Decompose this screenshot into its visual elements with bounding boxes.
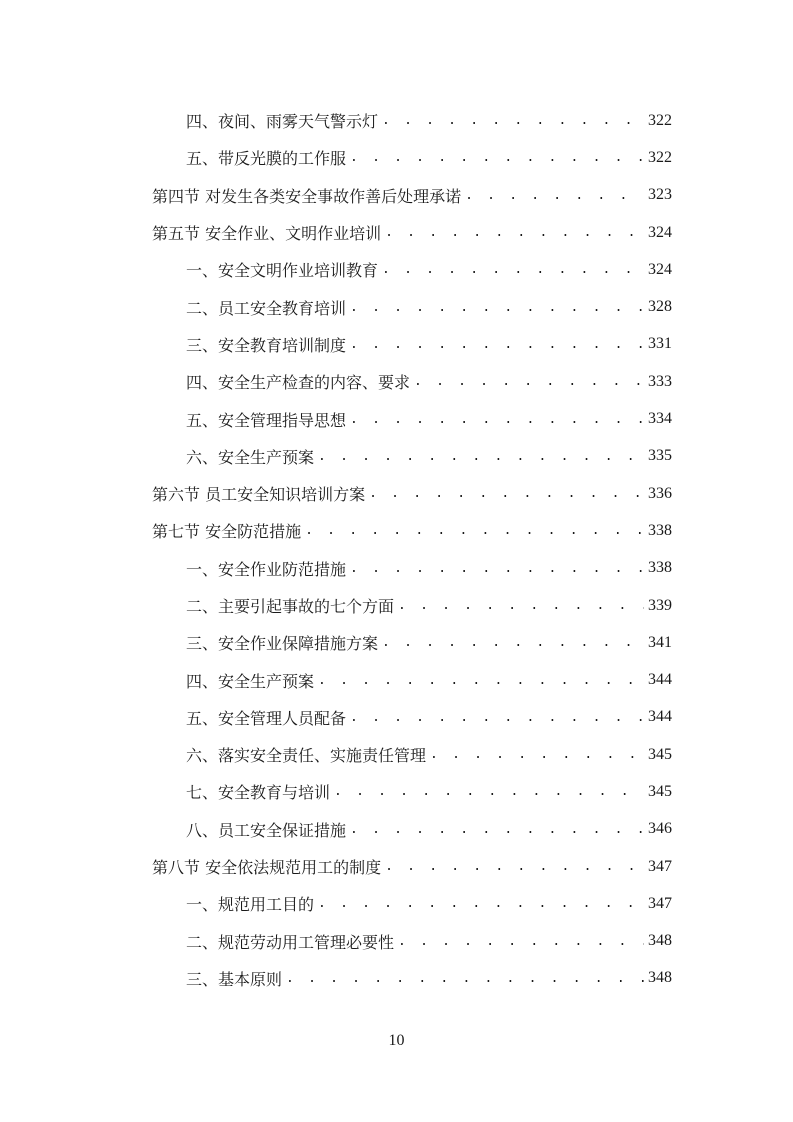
toc-entry[interactable]: [152, 624, 672, 661]
toc-entry-title: 第六节 员工安全知识培训方案: [152, 485, 366, 505]
toc-dot-leader: [346, 823, 644, 836]
toc-entry-page: 324: [648, 223, 672, 241]
toc-entry-page: 341: [648, 633, 672, 651]
toc-entry-page: 345: [648, 745, 672, 763]
toc-entry-page: 338: [648, 521, 672, 539]
toc-entry[interactable]: [152, 960, 672, 997]
toc-dot-leader: [346, 413, 644, 426]
toc-dot-leader: [346, 151, 644, 164]
toc-entry-title: 三、安全作业保障措施方案: [186, 634, 379, 654]
toc-entry-title: 二、员工安全教育培训: [186, 298, 347, 318]
toc-entry-page: 347: [648, 894, 672, 912]
toc-entry-title: 三、安全教育培训制度: [186, 335, 347, 355]
toc-entry-title: 一、规范用工目的: [186, 895, 315, 915]
toc-entry[interactable]: [152, 699, 672, 736]
toc-entry[interactable]: [152, 512, 672, 549]
toc-entry[interactable]: [152, 773, 672, 810]
toc-dot-leader: [346, 562, 644, 575]
toc-entry-page: 345: [648, 782, 672, 800]
toc-entry[interactable]: [152, 885, 672, 922]
toc-entry-title: 六、落实安全责任、实施责任管理: [186, 746, 427, 766]
toc-dot-leader: [394, 599, 644, 612]
toc-entry-title: 八、员工安全保证措施: [186, 820, 347, 840]
toc-dot-leader: [378, 636, 644, 649]
toc-dot-leader: [346, 711, 644, 724]
toc-entry-title: 五、带反光膜的工作服: [186, 149, 347, 169]
toc-entry[interactable]: [152, 400, 672, 437]
toc-entry[interactable]: [152, 923, 672, 960]
toc-dot-leader: [282, 972, 644, 985]
toc-entry[interactable]: [152, 661, 672, 698]
toc-entry-page: 336: [648, 484, 672, 502]
toc-entry-page: 333: [648, 372, 672, 390]
toc-entry[interactable]: [152, 438, 672, 475]
toc-entry-page: 348: [648, 932, 672, 950]
toc-entry[interactable]: [152, 139, 672, 176]
table-of-contents: [152, 102, 672, 997]
toc-dot-leader: [378, 263, 644, 276]
toc-entry-page: 331: [648, 335, 672, 353]
toc-entry-title: 四、夜间、雨雾天气警示灯: [186, 112, 379, 132]
toc-entry-title: 六、安全生产预案: [186, 447, 315, 467]
toc-entry-title: 第七节 安全防范措施: [152, 522, 302, 542]
toc-entry-page: 344: [648, 671, 672, 689]
toc-entry-page: 347: [648, 857, 672, 875]
toc-entry-page: 322: [648, 111, 672, 129]
toc-dot-leader: [314, 674, 644, 687]
toc-dot-leader: [314, 450, 644, 463]
toc-entry-title: 七、安全教育与培训: [186, 783, 331, 803]
toc-entry[interactable]: [152, 587, 672, 624]
toc-entry-title: 第四节 对发生各类安全事故作善后处理承诺: [152, 186, 462, 206]
toc-entry-page: 346: [648, 820, 672, 838]
toc-dot-leader: [410, 375, 644, 388]
toc-entry-page: 339: [648, 596, 672, 614]
toc-entry[interactable]: [152, 326, 672, 363]
toc-dot-leader: [330, 785, 644, 798]
toc-entry[interactable]: [152, 251, 672, 288]
toc-entry[interactable]: [152, 214, 672, 251]
page-number: 10: [388, 1032, 405, 1049]
toc-entry-title: 一、安全作业防范措施: [186, 559, 347, 579]
toc-dot-leader: [381, 226, 644, 239]
toc-entry-title: 二、规范劳动用工管理必要性: [186, 932, 395, 952]
toc-entry-page: 338: [648, 559, 672, 577]
toc-dot-leader: [461, 189, 644, 202]
toc-entry-page: 334: [648, 410, 672, 428]
toc-dot-leader: [346, 338, 644, 351]
toc-entry-page: 328: [648, 298, 672, 316]
toc-entry-title: 四、安全生产检查的内容、要求: [186, 373, 411, 393]
toc-entry-title: 一、安全文明作业培训教育: [186, 261, 379, 281]
toc-entry-title: 第八节 安全依法规范用工的制度: [152, 858, 382, 878]
toc-entry-title: 第五节 安全作业、文明作业培训: [152, 224, 382, 244]
toc-entry-title: 二、主要引起事故的七个方面: [186, 597, 395, 616]
toc-entry-title: 五、安全管理人员配备: [186, 708, 347, 728]
toc-entry[interactable]: [152, 811, 672, 848]
toc-entry-page: 344: [648, 708, 672, 726]
toc-entry-page: 324: [648, 260, 672, 278]
toc-dot-leader: [365, 487, 644, 500]
toc-entry-page: 348: [648, 969, 672, 987]
toc-dot-leader: [346, 301, 644, 314]
toc-entry[interactable]: [152, 550, 672, 587]
toc-entry[interactable]: [152, 102, 672, 139]
toc-entry-page: 335: [648, 447, 672, 465]
toc-dot-leader: [378, 114, 644, 127]
toc-entry-title: 三、基本原则: [186, 969, 283, 989]
toc-entry-page: 322: [648, 148, 672, 166]
toc-entry[interactable]: [152, 288, 672, 325]
toc-entry[interactable]: [152, 736, 672, 773]
toc-dot-leader: [426, 748, 644, 761]
toc-entry-page: 323: [648, 186, 672, 204]
toc-dot-leader: [314, 897, 644, 910]
toc-entry[interactable]: [152, 848, 672, 885]
toc-entry[interactable]: [152, 475, 672, 512]
toc-entry-title: 四、安全生产预案: [186, 671, 315, 691]
toc-dot-leader: [301, 524, 644, 537]
toc-dot-leader: [381, 860, 644, 873]
toc-entry-title: 五、安全管理指导思想: [186, 410, 347, 430]
toc-dot-leader: [394, 935, 644, 948]
toc-entry[interactable]: [152, 363, 672, 400]
toc-entry[interactable]: [152, 177, 672, 214]
